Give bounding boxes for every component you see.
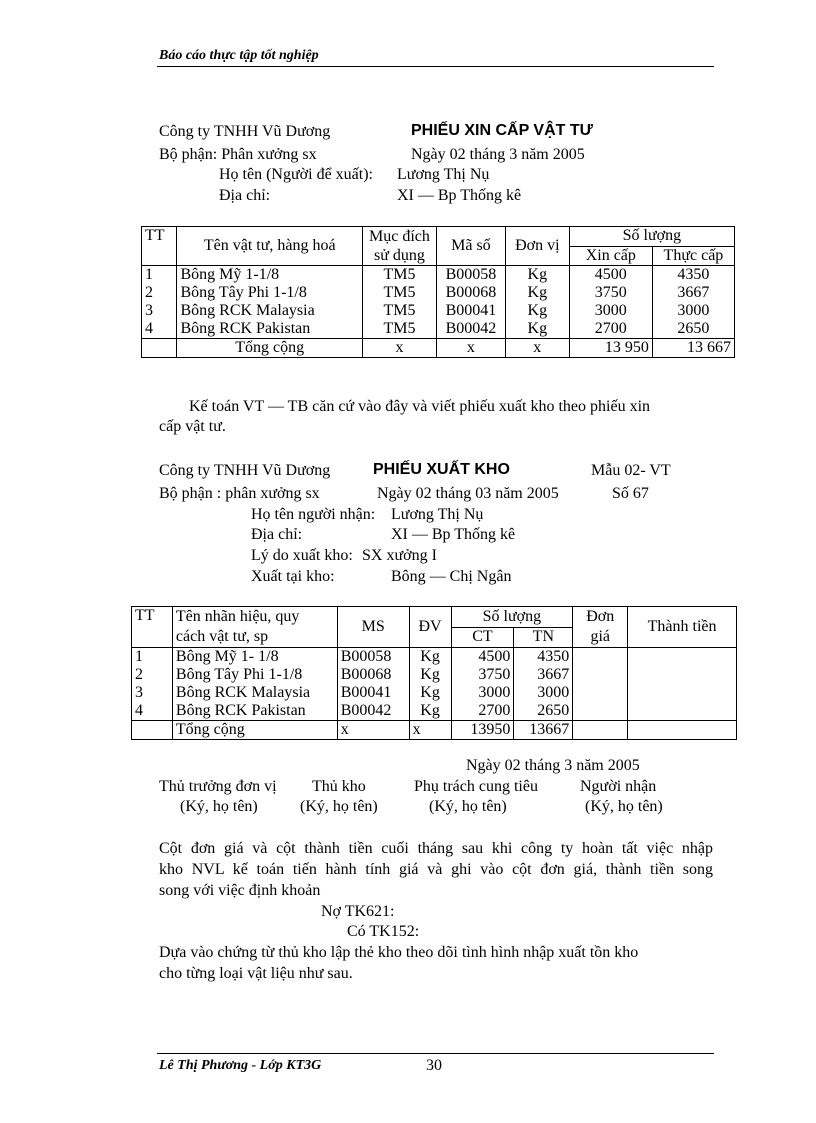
cell-tt: 1 [142,266,177,285]
cell-ct: 2700 [451,702,514,721]
cell-price [573,684,628,702]
para2-line1: Cột đơn giá và cột thành tiền cuối tháng sau khi công ty hoàn tất việc nhập [159,840,713,857]
form2-company: Công ty TNHH Vũ Dương [159,462,331,479]
cell-act: 3000 [652,302,734,320]
total-ct: 13950 [451,721,514,740]
form2-h-amount: Thành tiền [628,607,737,648]
total-label: Tổng cộng [177,339,363,358]
cell-act: 2650 [652,320,734,339]
cell-name: Bông Tây Phi 1-1/8 [177,284,363,302]
form1-name-label: Họ tên (Người để xuất): [219,166,373,183]
total-req: 13 950 [569,339,652,358]
form2-number: Số 67 [612,485,649,502]
form2-addr-label: Địa chỉ: [251,526,303,543]
form2-reason-value: SX xưởng I [362,547,437,564]
cell-amount [628,666,737,684]
cell-code: B00068 [436,284,505,302]
cell-tt [132,721,173,740]
form1-addr-value: XI — Bp Thống kê [397,187,522,204]
form2-h-tn: TN [514,627,573,648]
form1-dept: Bộ phận: Phân xưởng sx [159,146,317,163]
form1-h-qty: Số lượng [569,227,734,247]
total-label: Tổng cộng [172,721,337,740]
sign-title-keeper: Thủ kho [312,778,366,795]
total-code: x [436,339,505,358]
cell-price [573,648,628,667]
form2-wh-value: Bông — Chị Ngân [391,568,512,585]
cell-tt: 4 [132,702,173,721]
table-row [142,284,735,302]
page-number: 30 [426,1057,442,1074]
cell-req: 4500 [569,266,652,285]
form2-reason-label: Lý do xuất kho: [251,547,353,564]
cell-tt: 3 [132,684,173,702]
form2-addr-value: XI — Bp Thống kê [391,526,516,543]
cell-unit: Kg [505,266,569,285]
table-row [132,666,737,684]
cell-amount [628,721,737,740]
para2-line2: kho NVL kế toán tiến hành tính giá và ghi vào cột đơn giá, thành tiền song [159,861,713,878]
form2-h-ct: CT [451,627,514,648]
total-row [142,339,735,358]
form2-wh-label: Xuất tại kho: [251,568,335,585]
form2-h-ms: MS [337,607,409,648]
form2-h-dv: ĐV [409,607,451,648]
entry-debit: Nợ TK621: [321,903,395,920]
cell-price [573,702,628,721]
cell-name: Bông Tây Phi 1-1/8 [172,666,337,684]
cell-tt [142,339,177,358]
form2-form-no: Mẫu 02- VT [591,462,671,479]
para2-line3: song với việc định khoản [159,882,321,899]
table-row [132,684,737,702]
cell-req: 3000 [569,302,652,320]
form2-date: Ngày 02 tháng 03 năm 2005 [377,485,559,502]
cell-dv: Kg [409,648,451,667]
form2-h-price-2: giá [590,628,610,645]
cell-code: B00041 [436,302,505,320]
sign-title-head: Thủ trưởng đơn vị [159,778,277,795]
total-unit: x [505,339,569,358]
form2-h-price [573,607,628,648]
form2-title: PHIẾU XUẤT KHO [373,461,510,478]
cell-purpose: TM5 [362,320,436,339]
total-row [132,721,737,740]
total-tn: 13667 [514,721,573,740]
footer-rule [157,1053,714,1054]
cell-act: 3667 [652,284,734,302]
form1-h-tt: TT [142,227,177,266]
form2-h-name-1: Tên nhãn hiệu, quy [175,608,300,625]
form2-h-name [172,607,337,648]
cell-ct: 4500 [451,648,514,667]
form1-title: PHIẾU XIN CẤP VẬT TƯ [411,122,593,139]
total-purpose: x [362,339,436,358]
form2-recv-value: Lương Thị Nụ [391,506,484,523]
cell-amount [628,648,737,667]
cell-amount [628,684,737,702]
sign-note-receiver: (Ký, họ tên) [585,798,663,815]
cell-tt: 2 [132,666,173,684]
form1-h-name: Tên vật tư, hàng hoá [177,227,363,266]
cell-price [573,721,628,740]
cell-tn: 2650 [514,702,573,721]
form1-h-unit: Đơn vị [505,227,569,266]
cell-ms: B00041 [337,684,409,702]
cell-dv: Kg [409,702,451,721]
footer-author: Lê Thị Phương - Lớp KT3G [159,1058,322,1073]
cell-tn: 3000 [514,684,573,702]
cell-unit: Kg [505,320,569,339]
total-act: 13 667 [652,339,734,358]
sign-title-supply: Phụ trách cung tiêu [414,778,538,795]
cell-ms: B00058 [337,648,409,667]
para3-line1: Dựa vào chứng từ thủ kho lập thẻ kho theo dõi tình hình nhập xuất tồn kho [159,944,639,961]
para1-line2: cấp vật tư. [159,418,226,435]
form1-addr-label: Địa chỉ: [219,187,271,204]
cell-name: Bông RCK Malaysia [177,302,363,320]
form1-table [141,226,735,358]
cell-amount [628,702,737,721]
table-row [132,702,737,721]
cell-ct: 3750 [451,666,514,684]
form2-h-qty: Số lượng [451,607,573,628]
form1-h-purpose [362,227,436,266]
sign-note-head: (Ký, họ tên) [180,798,258,815]
cell-unit: Kg [505,302,569,320]
cell-name: Bông RCK Pakistan [177,320,363,339]
form2-h-name-2: cách vật tư, sp [175,628,269,645]
running-header: Báo cáo thực tập tốt nghiệp [159,48,319,63]
total-dv: x [409,721,451,740]
table-row [142,302,735,320]
form1-h-purpose-2: sử dụng [374,247,425,264]
sign-note-supply: (Ký, họ tên) [429,798,507,815]
form1-h-act: Thực cấp [652,246,734,266]
cell-name: Bông Mỹ 1- 1/8 [172,648,337,667]
cell-tt: 4 [142,320,177,339]
cell-act: 4350 [652,266,734,285]
cell-req: 2700 [569,320,652,339]
cell-purpose: TM5 [362,266,436,285]
sign-title-receiver: Người nhận [580,778,657,795]
cell-unit: Kg [505,284,569,302]
cell-name: Bông RCK Pakistan [172,702,337,721]
form1-h-req: Xin cấp [569,246,652,266]
table-row [142,266,735,285]
form2-h-tt: TT [132,607,173,648]
form1-h-code: Mã số [436,227,505,266]
form1-date: Ngày 02 tháng 3 năm 2005 [411,146,585,163]
entry-credit: Có TK152: [347,923,420,940]
cell-name: Bông RCK Malaysia [172,684,337,702]
cell-ms: B00042 [337,702,409,721]
cell-req: 3750 [569,284,652,302]
form1-company: Công ty TNHH Vũ Dương [159,123,331,140]
para3-line2: cho từng loại vật liệu như sau. [159,965,353,982]
cell-tt: 2 [142,284,177,302]
header-rule [157,66,714,67]
cell-tn: 4350 [514,648,573,667]
form2-recv-label: Họ tên người nhận: [251,506,376,523]
table-row [142,320,735,339]
table-row [132,648,737,667]
form1-name-value: Lương Thị Nụ [397,166,490,183]
cell-ct: 3000 [451,684,514,702]
cell-tn: 3667 [514,666,573,684]
para1-line1: Kế toán VT — TB căn cứ vào đây và viết phiếu xuất kho theo phiếu xin [189,398,651,415]
cell-dv: Kg [409,666,451,684]
form2-h-price-1: Đơn [586,608,615,625]
total-ms: x [337,721,409,740]
cell-tt: 1 [132,648,173,667]
form2-dept: Bộ phận : phân xưởng sx [159,485,320,502]
cell-ms: B00068 [337,666,409,684]
cell-purpose: TM5 [362,302,436,320]
cell-code: B00042 [436,320,505,339]
cell-dv: Kg [409,684,451,702]
cell-price [573,666,628,684]
cell-purpose: TM5 [362,284,436,302]
cell-tt: 3 [142,302,177,320]
form2-table [131,606,737,740]
sign-note-keeper: (Ký, họ tên) [300,798,378,815]
sign-date: Ngày 02 tháng 3 năm 2005 [466,757,640,774]
cell-name: Bông Mỹ 1-1/8 [177,266,363,285]
form1-h-purpose-1: Mục đích [369,228,430,245]
cell-code: B00058 [436,266,505,285]
